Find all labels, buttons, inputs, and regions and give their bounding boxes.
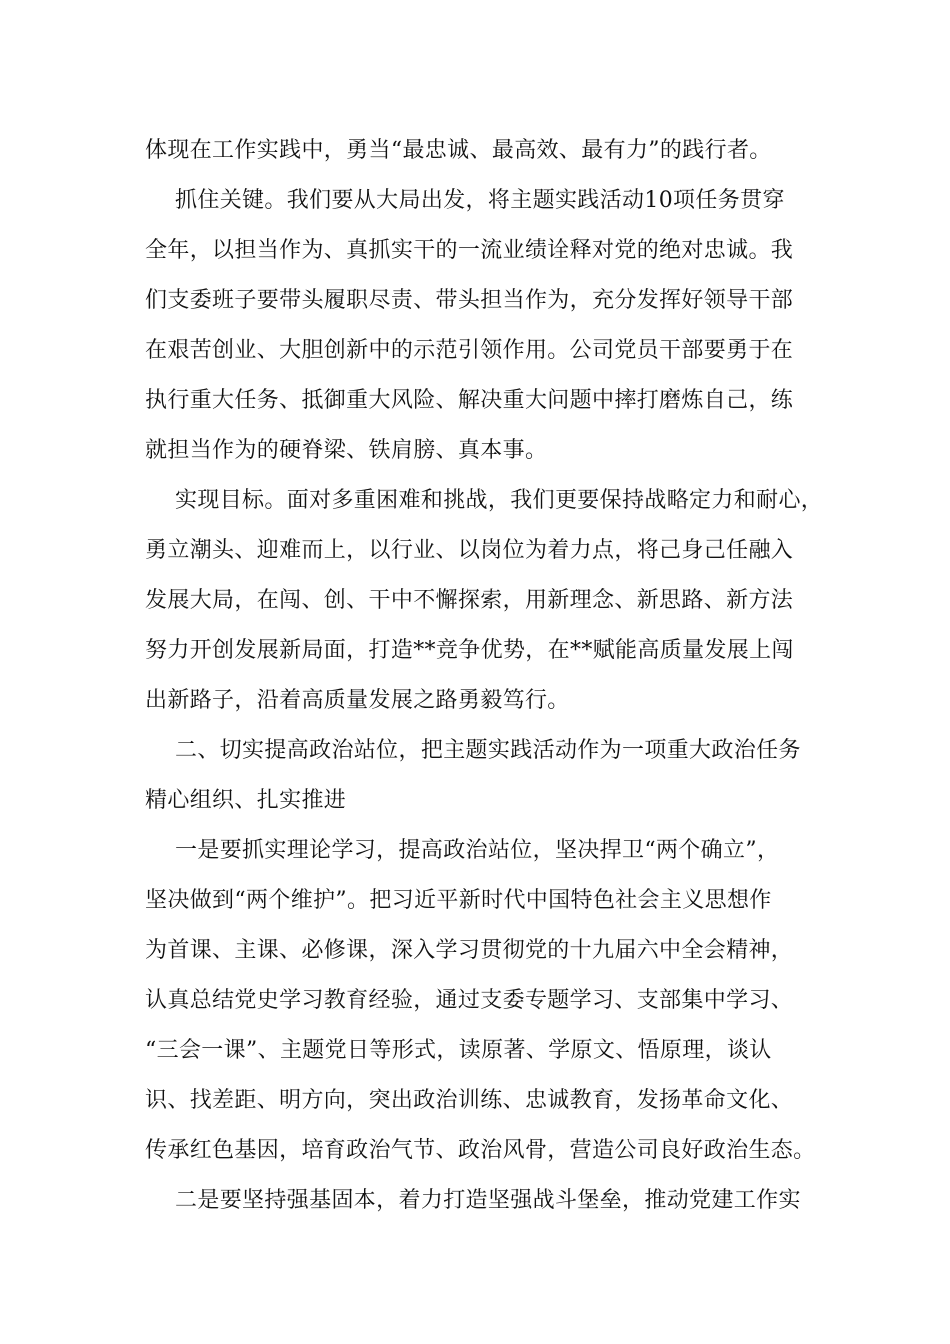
text-line: 坚决做到“两个维护”。把习近平新时代中国特色社会主义思想作: [145, 888, 772, 913]
text-line: 勇立潮头、迎难而上，以行业、以岗位为着力点，将己身己任融入: [145, 538, 794, 563]
paragraph-start: 一是要抓实理论学习，提高政治站位，坚决捍卫“两个确立”，: [175, 838, 780, 863]
text-line: 发展大局，在闯、创、干中不懈探索，用新理念、新思路、新方法: [145, 588, 794, 613]
paragraph-start: 抓住关键。我们要从大局出发，将主题实践活动10项任务贯穿: [175, 188, 785, 213]
text-line: 努力开创发展新局面，打造**竞争优势，在**赋能高质量发展上闯: [145, 638, 794, 663]
text-line: 在艰苦创业、大胆创新中的示范引领作用。公司党员干部要勇于在: [145, 338, 794, 363]
text-line: 执行重大任务、抵御重大风险、解决重大问题中摔打磨炼自己，练: [145, 388, 794, 413]
text-line: 识、找差距、明方向，突出政治训练、忠诚教育，发扬革命文化、: [145, 1088, 794, 1113]
text-line: 出新路子，沿着高质量发展之路勇毅笃行。: [145, 688, 570, 713]
text-line: 就担当作为的硬脊梁、铁肩膀、真本事。: [145, 438, 548, 463]
text-line: 传承红色基因，培育政治气节、政治风骨，营造公司良好政治生态。: [145, 1138, 816, 1163]
text-line: 体现在工作实践中，勇当“最忠诚、最高效、最有力”的践行者。: [145, 138, 772, 163]
section-heading: 二、切实提高政治站位，把主题实践活动作为一项重大政治任务: [175, 738, 801, 763]
text-line: 认真总结党史学习教育经验，通过支委专题学习、支部集中学习、: [145, 988, 794, 1013]
paragraph-start: 二是要坚持强基固本，着力打造坚强战斗堡垒，推动党建工作实: [175, 1188, 801, 1213]
text-line: 全年，以担当作为、真抓实干的一流业绩诠释对党的绝对忠诚。我: [145, 238, 794, 263]
section-heading-continued: 精心组织、扎实推进: [145, 788, 347, 813]
text-line: “三会一课”、主题党日等形式，读原著、学原文、悟原理，谈认: [145, 1038, 772, 1063]
text-line: 为首课、主课、必修课，深入学习贯彻党的十九届六中全会精神，: [145, 938, 794, 963]
text-line: 们支委班子要带头履职尽责、带头担当作为，充分发挥好领导干部: [145, 288, 794, 313]
paragraph-start: 实现目标。面对多重困难和挑战，我们更要保持战略定力和耐心，: [175, 488, 824, 513]
